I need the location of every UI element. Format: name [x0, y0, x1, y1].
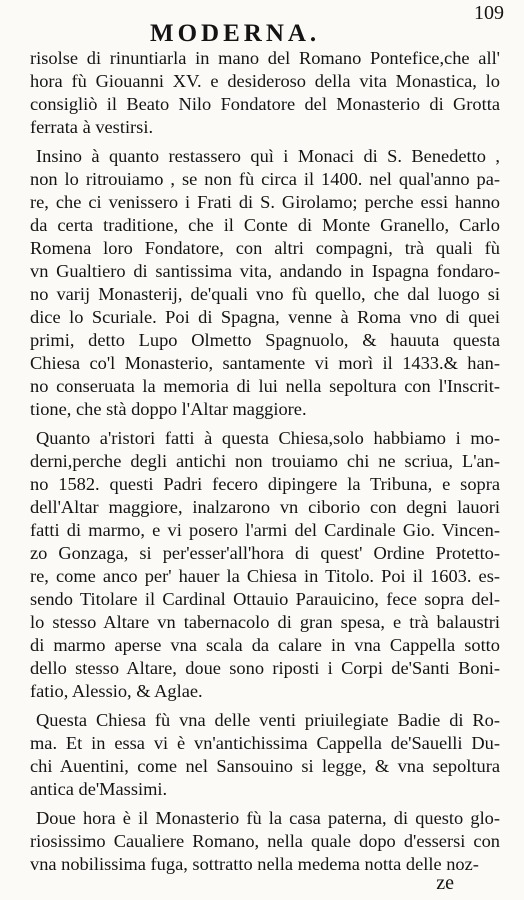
- body-text: [30, 47, 500, 876]
- text-line: non lo ritrouiamo , se non fù circa il 1400. nel qual'anno pa-: [30, 169, 500, 189]
- text-line: Quanto a'ristori fatti à questa Chiesa,solo habbiamo i mo-: [36, 428, 500, 448]
- text-line: Insino à quanto restassero quì i Monaci di S. Benedetto ,: [36, 146, 500, 166]
- text-line: dice lo Scuriale. Poi di Spagna, venne à Roma vno di quei: [30, 307, 500, 327]
- text-line: primi, detto Lupo Olmetto Spagnuolo, & hauuta questa: [30, 330, 500, 350]
- text-line: Questa Chiesa fù vna delle venti priuilegiate Badie di Ro-: [36, 710, 500, 730]
- text-line: risolse di rinuntiarla in mano del Romano Pontefice,che all': [30, 48, 500, 68]
- text-line: no conseruata la memoria di lui nella sepoltura con l'Inscrit-: [30, 376, 500, 396]
- text-line: ferrata à vestirsi.: [30, 117, 154, 137]
- text-line: re, come anco per' hauer la Chiesa in Titolo. Poi il 1603. es-: [30, 566, 500, 586]
- text-line: fatio, Alessio, & Aglae.: [30, 681, 203, 701]
- text-line: Doue hora è il Monasterio fù la casa paterna, di questo glo-: [36, 808, 500, 828]
- text-line: vn Gualtiero di santissima vita, andando in Ispagna fondaro-: [30, 261, 500, 281]
- text-line: derni,perche degli antichi non trouiamo chi ne scriua, L'an-: [30, 451, 500, 471]
- paragraph: [30, 427, 500, 703]
- text-line: vna nobilissima fuga, sottratto nella medema notta delle noz-: [30, 854, 479, 874]
- text-line: lo stesso Altare vn tabernacolo di gran spesa, e trà balaustri: [30, 612, 500, 632]
- text-line: da certa traditione, che il Conte di Monte Granello, Carlo: [30, 215, 500, 235]
- text-line: hora fù Giouanni XV. e desideroso della vita Monastica, lo: [30, 71, 500, 91]
- text-line: sendo Titolare il Cardinal Ottauio Parauicino, fece sopra del-: [30, 589, 500, 609]
- text-line: re, che ci venissero i Frati di S. Girolamo; perche essi hanno: [30, 192, 500, 212]
- text-line: Chiesa co'l Monasterio, santamente vi morì il 1433.& han-: [30, 353, 500, 373]
- text-line: zo Gonzaga, si per'esser'all'hora di quest' Ordine Protetto-: [30, 543, 500, 563]
- text-line: chi Auentini, come nel Sansouino si legge, & vna sepoltura: [30, 756, 500, 776]
- text-line: no 1582. questi Padri fecero dipingere la Tribuna, e sopra: [30, 474, 500, 494]
- text-line: no varij Monasterij, de'quali vno fù quello, che dal luogo si: [30, 284, 500, 304]
- text-line: di marmo aperse vna scala da calare in vna Cappella sotto: [30, 635, 500, 655]
- text-line: tione, che stà doppo l'Altar maggiore.: [30, 399, 307, 419]
- running-title: MODERNA.: [150, 20, 321, 47]
- paragraph: [30, 47, 500, 139]
- text-line: ma. Et in essa vi è vn'antichissima Cappella de'Sauelli Du-: [30, 733, 500, 753]
- text-line: dell'Altar maggiore, inalzarono vn ciborio con degni lauori: [30, 497, 500, 517]
- text-line: fatti di marmo, e vi posero l'armi del Cardinale Gio. Vincen-: [30, 520, 500, 540]
- catchword: ze: [436, 872, 454, 894]
- text-line: riosissimo Caualiere Romano, nella quale dopo d'essersi con: [30, 831, 500, 851]
- page-number: 109: [474, 2, 504, 24]
- paragraph: [30, 709, 500, 801]
- text-line: Romena loro Fondatore, con altri compagni, trà quali fù: [30, 238, 500, 258]
- text-line: dello stesso Altare, doue sono riposti i Corpi de'Santi Boni-: [30, 658, 500, 678]
- paragraph: [30, 807, 500, 876]
- text-line: antica de'Massimi.: [30, 779, 168, 799]
- paragraph: [30, 145, 500, 421]
- text-line: consigliò il Beato Nilo Fondatore del Monasterio di Grotta: [30, 94, 500, 114]
